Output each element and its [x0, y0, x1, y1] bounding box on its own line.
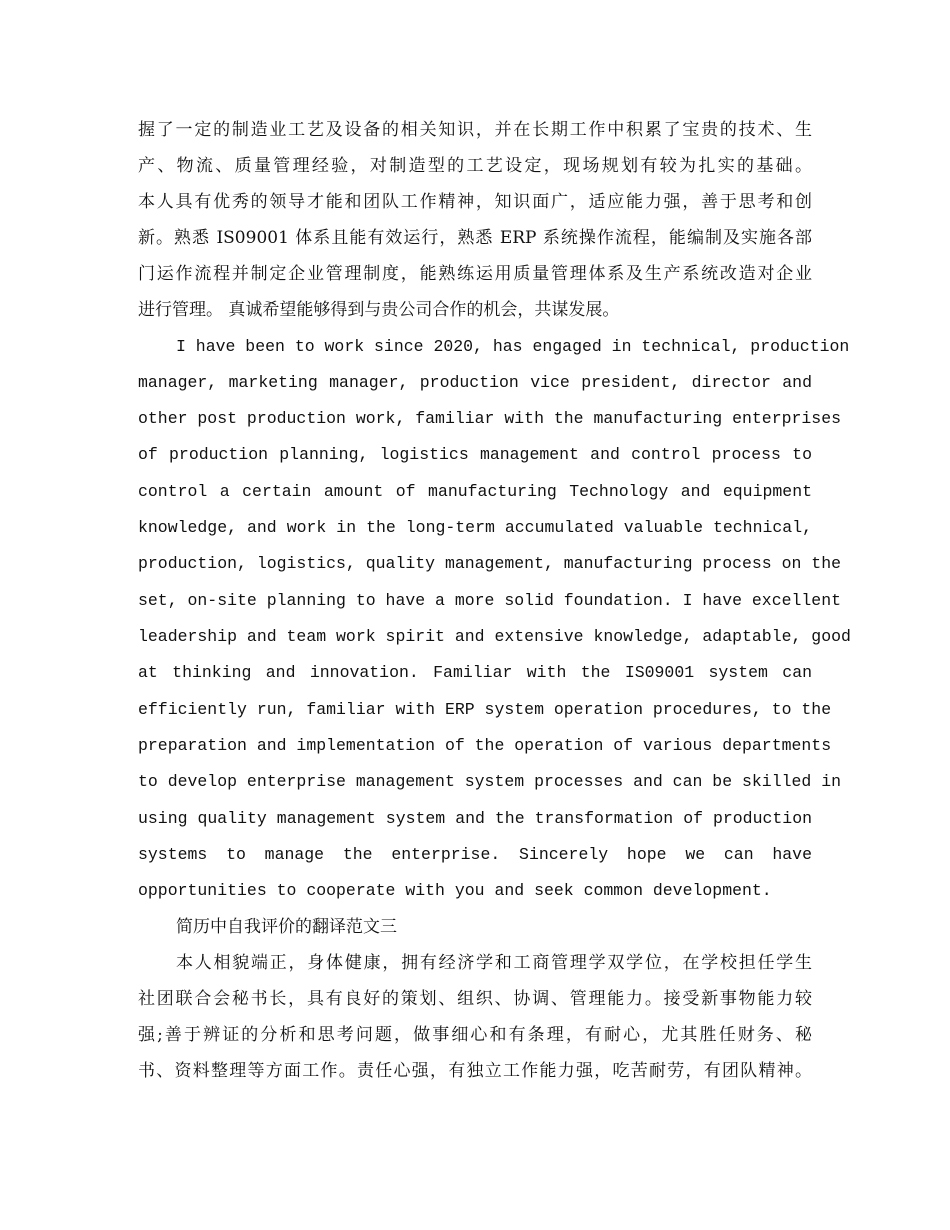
text-line: leadership and team work spirit and extensive knowledge, adaptable, good — [138, 627, 851, 646]
text-line: 书、资料整理等方面工作。责任心强，有独立工作能力强，吃苦耐劳，有团队精神。 — [138, 1061, 812, 1081]
text-line: production, logistics, quality management, manufacturing process on the — [138, 554, 842, 573]
text-line: 产、物流、质量管理经验，对制造型的工艺设定，现场规划有较为扎实的基础。 — [138, 156, 812, 176]
text-line: 本人相貌端正，身体健康，拥有经济学和工商管理学双学位，在学校担任学生 — [176, 953, 812, 973]
text-line: efficiently run, familiar with ERP system operation procedures, to the — [138, 700, 832, 719]
text-line: control a certain amount of manufacturing Technology and equipment — [138, 482, 812, 501]
text-line: 新。熟悉 IS09001 体系且能有效运行，熟悉 ERP 系统操作流程，能编制及实施各部 — [138, 228, 812, 248]
text-line: 强;善于辨证的分析和思考问题，做事细心和有条理，有耐心，尤其胜任财务、秘 — [138, 1025, 812, 1045]
text-line: other post production work, familiar with the manufacturing enterprises — [138, 409, 842, 428]
text-line: systems to manage the enterprise. Sincerely hope we can have — [138, 845, 812, 864]
text-line: preparation and implementation of the operation of various departments — [138, 736, 832, 755]
text-line: set, on-site planning to have a more solid foundation. I have excellent — [138, 591, 842, 610]
text-line: manager, marketing manager, production vice president, director and — [138, 373, 812, 392]
text-line: to develop enterprise management system processes and can be skilled in — [138, 772, 842, 791]
text-line: I have been to work since 2020, has engaged in technical, production — [176, 337, 850, 356]
text-line: opportunities to cooperate with you and seek common development. — [138, 881, 772, 900]
text-line: 本人具有优秀的领导才能和团队工作精神，知识面广，适应能力强，善于思考和创 — [138, 192, 812, 212]
text-line: 门运作流程并制定企业管理制度，能熟练运用质量管理体系及生产系统改造对企业 — [138, 264, 812, 284]
text-line: of production planning, logistics management and control process to — [138, 445, 812, 464]
text-line: 社团联合会秘书长，具有良好的策划、组织、协调、管理能力。接受新事物能力较 — [138, 989, 812, 1009]
text-line: knowledge, and work in the long-term accumulated valuable technical, — [138, 518, 812, 537]
text-line: 进行管理。 真诚希望能够得到与贵公司合作的机会，共谋发展。 — [138, 300, 620, 320]
text-line: 握了一定的制造业工艺及设备的相关知识，并在长期工作中积累了宝贵的技术、生 — [138, 120, 812, 140]
section-heading: 简历中自我评价的翻译范文三 — [176, 917, 397, 937]
text-line: at thinking and innovation. Familiar with the IS09001 system can — [138, 663, 812, 682]
text-line: using quality management system and the transformation of production — [138, 809, 812, 828]
